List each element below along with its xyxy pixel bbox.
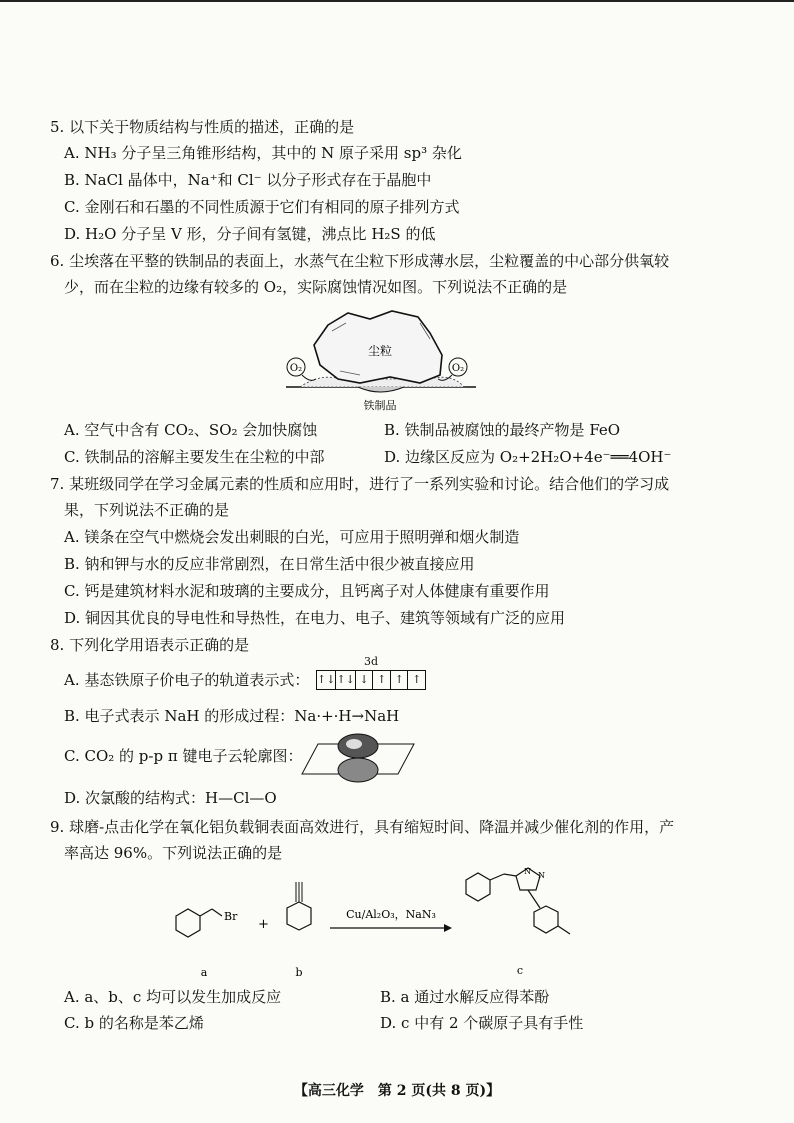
orbital-box: ↑	[390, 671, 408, 689]
q9-option-a: A. a、b、c 均可以发生加成反应	[64, 988, 282, 1006]
q8-stem: 8. 下列化学用语表示正确的是	[50, 636, 250, 654]
q6-option-a: A. 空气中含有 CO₂、SO₂ 会加快腐蚀	[64, 421, 318, 439]
orbital-box: ↑	[372, 671, 390, 689]
orbital-box: ↑	[407, 671, 425, 689]
q8-option-d: D. 次氯酸的结构式：H—Cl—O	[64, 789, 277, 807]
q6-option-c: C. 铁制品的溶解主要发生在尘粒的中部	[64, 448, 325, 466]
bromine-label: Br	[224, 910, 238, 923]
q7-option-c: C. 钙是建筑材料水泥和玻璃的主要成分，且钙离子对人体健康有重要作用	[64, 582, 550, 600]
q9-option-b: B. a 通过水解反应得苯酚	[380, 988, 550, 1006]
q6-option-b: B. 铁制品被腐蚀的最终产物是 FeO	[384, 421, 621, 439]
q9-stem-line2: 率高达 96%。下列说法正确的是	[64, 844, 283, 862]
svg-text:N: N	[524, 867, 531, 876]
pi-bond-cloud-figure	[298, 726, 418, 788]
q5-stem: 5. 以下关于物质结构与性质的描述，正确的是	[50, 118, 355, 136]
q5-option-b: B. NaCl 晶体中，Na⁺和 Cl⁻ 以分子形式存在于晶胞中	[64, 171, 432, 189]
q5-option-d: D. H₂O 分子呈 V 形，分子间有氢键，沸点比 H₂S 的低	[64, 225, 436, 243]
orbital-boxes	[316, 670, 426, 690]
q6-option-d: D. 边缘区反应为 O₂+2H₂O+4e⁻══4OH⁻	[384, 448, 672, 466]
compound-b-label: b	[295, 966, 303, 979]
fig-o2-left-label: O₂	[289, 363, 303, 374]
q8-option-a: A. 基态铁原子价电子的轨道表示式：	[64, 671, 310, 689]
fig-o2-right-label: O₂	[451, 363, 465, 374]
orbital-diagram	[316, 656, 426, 690]
q6-stem-line1: 6. 尘埃落在平整的铁制品的表面上，水蒸气在尘粒下形成薄水层，尘粒覆盖的中心部分供氧较	[50, 252, 670, 270]
q9-option-d: D. c 中有 2 个碳原子具有手性	[380, 1014, 584, 1032]
reagent-label: Cu/Al₂O₃，NaN₃	[346, 908, 436, 921]
q7-option-d: D. 铜因其优良的导电性和导热性，在电力、电子、建筑等领域有广泛的应用	[64, 609, 566, 627]
top-border	[0, 0, 794, 2]
q8-option-b: B. 电子式表示 NaH 的形成过程：Na·+·H→NaH	[64, 707, 400, 725]
orbital-box: ↑↓	[335, 671, 354, 689]
orbital-box: ↑↓	[317, 673, 336, 686]
corrosion-figure	[280, 305, 480, 415]
q9-stem-line1: 9. 球磨-点击化学在氧化铝负载铜表面高效进行，具有缩短时间、降温并减少催化剂的作用，产	[50, 818, 675, 836]
plus-sign: +	[258, 917, 269, 932]
compound-c-label: c	[516, 964, 524, 977]
compound-a-label: a	[200, 966, 208, 979]
q9-option-c: C. b 的名称是苯乙烯	[64, 1014, 204, 1032]
svg-text:N: N	[538, 871, 545, 880]
q5-option-a: A. NH₃ 分子呈三角锥形结构，其中的 N 原子采用 sp³ 杂化	[64, 144, 462, 162]
q7-stem-line1: 7. 某班级同学在学习金属元素的性质和应用时，进行了一系列实验和讨论。结合他们的学习成	[50, 475, 670, 493]
q5-option-c: C. 金刚石和石墨的不同性质源于它们有相同的原子排列方式	[64, 198, 460, 216]
q7-option-a: A. 镁条在空气中燃烧会发出刺眼的白光，可应用于照明弹和烟火制造	[64, 528, 520, 546]
fig-dust-label: 尘粒	[367, 344, 393, 358]
q7-stem-line2: 果，下列说法不正确的是	[64, 501, 230, 519]
orbital-box: ↓	[355, 671, 373, 689]
page-footer: 【高三化学 第 2 页(共 8 页)】	[293, 1083, 501, 1099]
orbital-3d-label: 3d	[363, 655, 379, 668]
reaction-scheme	[160, 862, 620, 982]
q8-option-c: C. CO₂ 的 p-p π 键电子云轮廓图：	[64, 747, 303, 765]
q7-option-b: B. 钠和钾与水的反应非常剧烈，在日常生活中很少被直接应用	[64, 555, 475, 573]
q6-stem-line2: 少，而在尘粒的边缘有较多的 O₂，实际腐蚀情况如图。下列说法不正确的是	[64, 278, 568, 296]
fig-iron-label: 铁制品	[363, 399, 397, 412]
